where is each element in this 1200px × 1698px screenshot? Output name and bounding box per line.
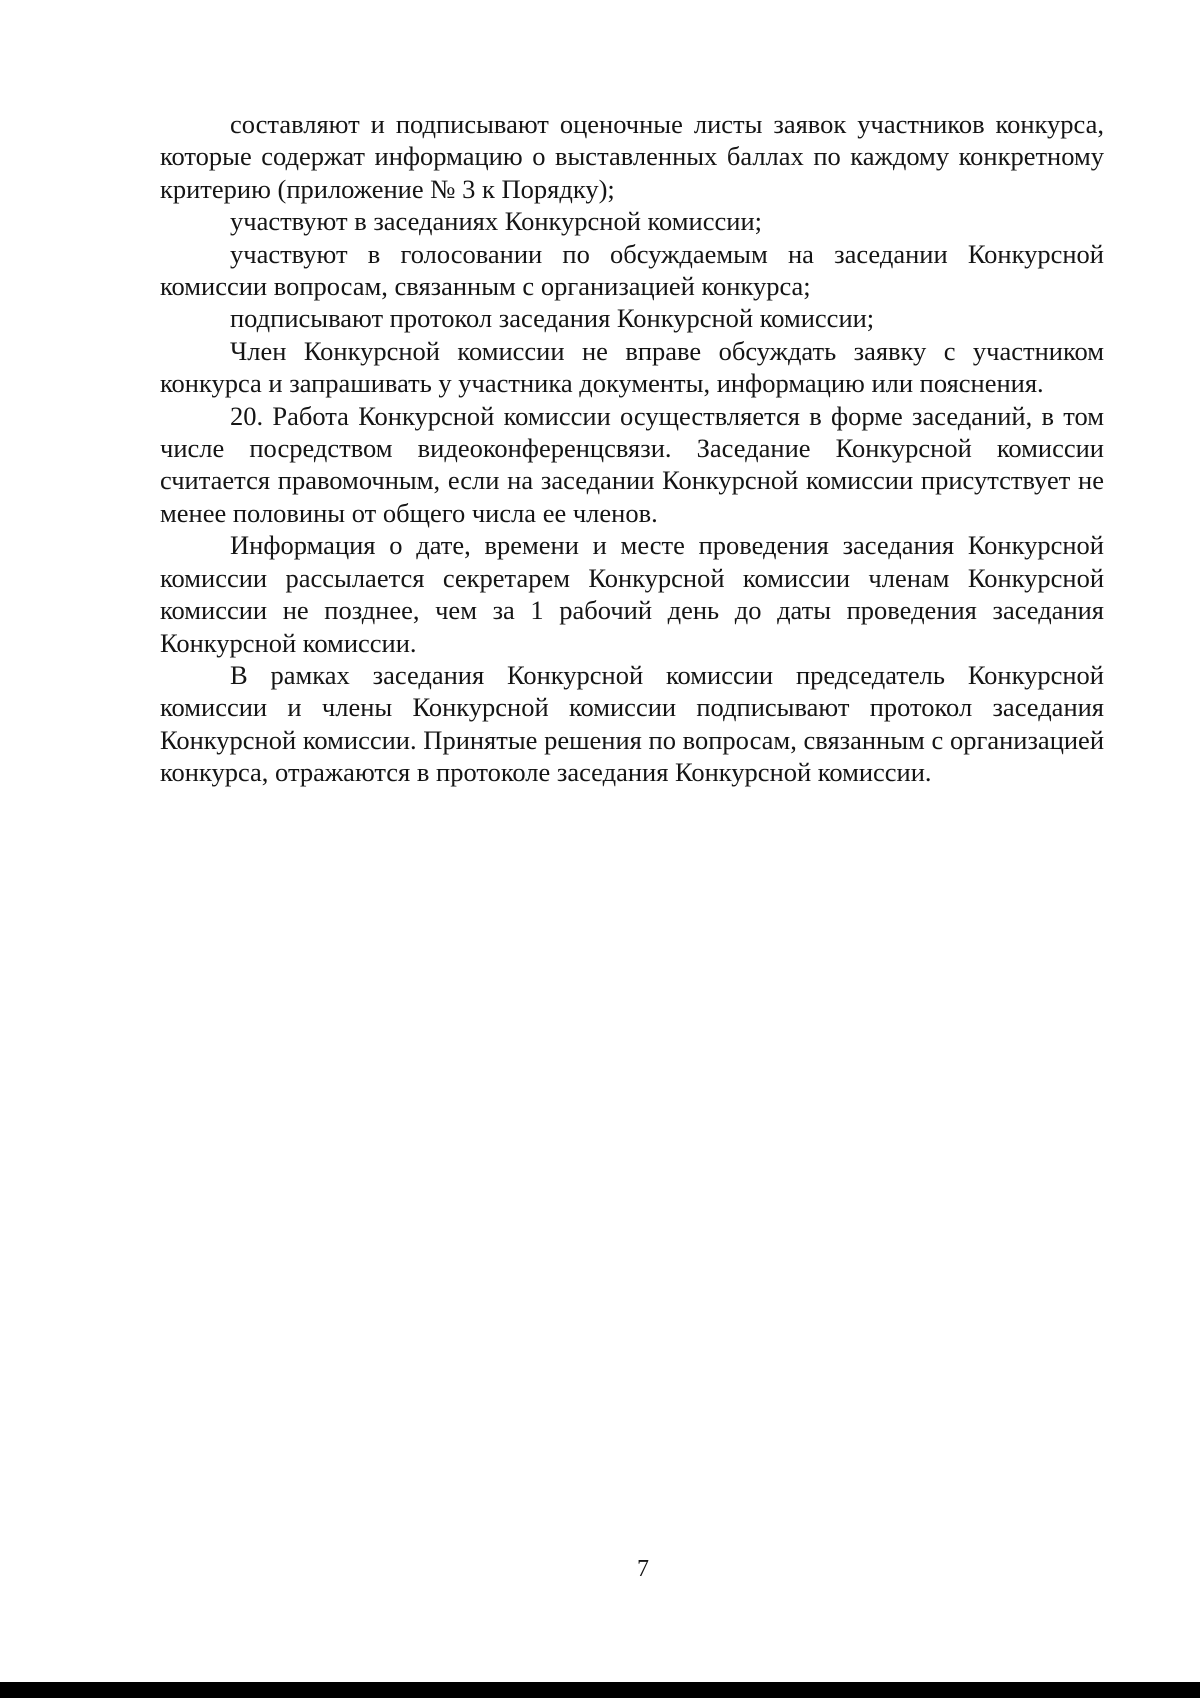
scan-bottom-border bbox=[0, 1682, 1200, 1698]
paragraph-member-restriction: Член Конкурсной комиссии не вправе обсуждать заявку с участником конкурса и запрашивать у участника документы, информацию или пояснения. bbox=[160, 335, 1104, 399]
paragraph-meeting-notice: Информация о дате, времени и месте проведения заседания Конкурсной комиссии рассылается секретарем Конкурсной комиссии членам Конкурсной комиссии не позднее, чем за 1 рабочий день до даты проведения заседания Конкурсной комиссии. bbox=[160, 530, 1104, 658]
paragraph-sign-protocol: подписывают протокол заседания Конкурсной комиссии; bbox=[230, 303, 875, 334]
paragraph-evaluation-sheets: составляют и подписывают оценочные листы заявок участников конкурса, которые содержат информацию о выставленных баллах по каждому конкретному критерию (приложение № 3 к Порядку); bbox=[160, 109, 1104, 204]
document-body bbox=[160, 108, 1104, 789]
paragraph-meeting-protocol: В рамках заседания Конкурсной комиссии председатель Конкурсной комиссии и члены Конкурсной комиссии подписывают протокол заседания Конкурсной комиссии. Принятые решения по вопросам, связанным с организацией конкурса, отражаются в протоколе заседания Конкурсной комиссии. bbox=[160, 659, 1104, 788]
paragraph-participate-meetings: участвуют в заседаниях Конкурсной комиссии; bbox=[230, 206, 762, 237]
page-number: 7 bbox=[637, 1556, 649, 1582]
paragraph-clause-20: 20. Работа Конкурсной комиссии осуществляется в форме заседаний, в том числе посредством видеоконференцсвязи. Заседание Конкурсной комиссии считается правомочным, если на заседании Конкурсной комиссии присутствует не менее половины от общего числа ее членов. bbox=[160, 400, 1104, 528]
paragraph-participate-voting: участвуют в голосовании по обсуждаемым на заседании Конкурсной комиссии вопросам, связанным с организацией конкурса; bbox=[160, 238, 1104, 302]
